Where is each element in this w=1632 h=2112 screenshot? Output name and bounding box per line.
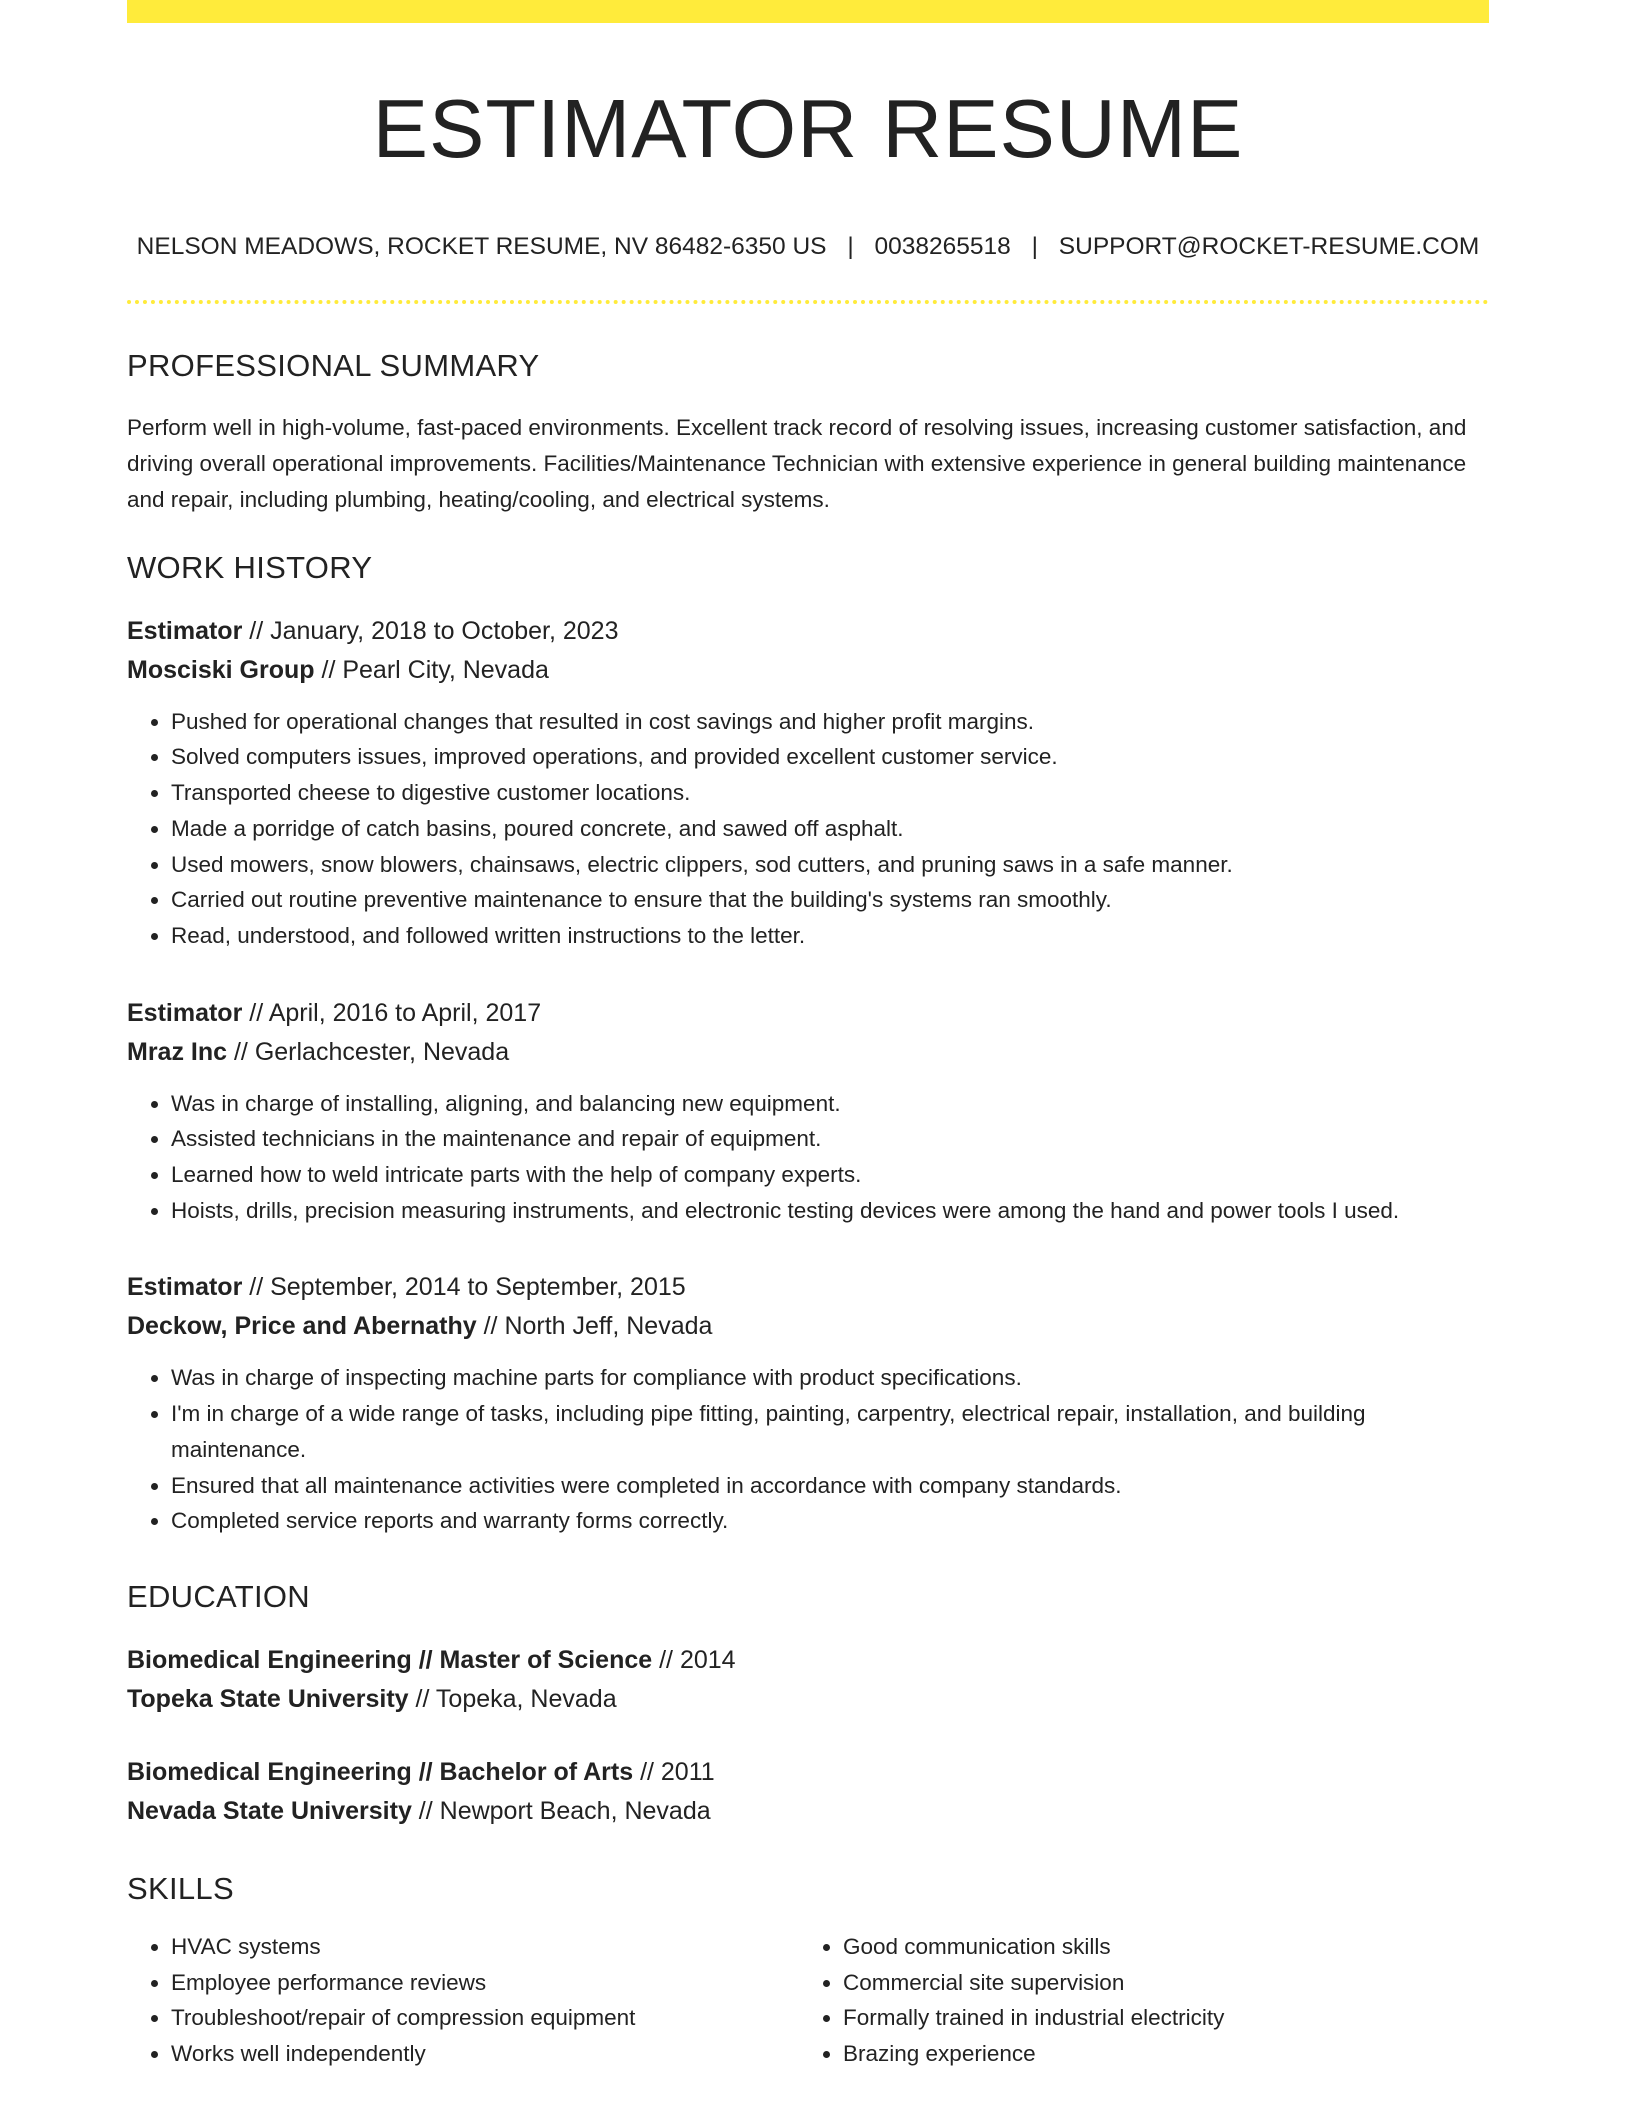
summary-text: Perform well in high-volume, fast-paced environments. Excellent track record of resolving issues, increasing customer satisfaction, and driving overall operational improvements. Facilities/Maintenance Technician with extensive experience in general building maintenance and repair, including plumbing, heating/cooling, and electrical systems.: [127, 414, 1467, 512]
job-bullet: • Hoists, drills, precision measuring instruments, and electronic testing devices were among the hand and power tools I used.: [171, 1193, 1489, 1229]
education-entry: [127, 1641, 1489, 1719]
job-bullets: [127, 704, 1489, 954]
education-degree-line: [127, 1641, 1489, 1680]
job-bullet: • Transported cheese to digestive customer locations.: [171, 775, 1489, 811]
job-bullets: [127, 1086, 1489, 1229]
summary-heading: PROFESSIONAL SUMMARY: [127, 347, 540, 383]
skills-list: [799, 1929, 1471, 2072]
job-title-line: [127, 994, 1489, 1033]
job-bullet: • Was in charge of inspecting machine parts for compliance with product specifications.: [171, 1360, 1489, 1396]
skill-item: • Troubleshoot/repair of compression equipment: [171, 2000, 799, 2036]
skill-item: • Formally trained in industrial electricity: [843, 2000, 1471, 2036]
job-company: Deckow, Price and Abernathy: [127, 1312, 477, 1341]
skill-item: • Commercial site supervision: [843, 1965, 1471, 2001]
skill-item: • HVAC systems: [171, 1929, 799, 1965]
job-title-line: [127, 612, 1489, 651]
job-bullets: [127, 1360, 1489, 1539]
job-bullet: • Read, understood, and followed written instructions to the letter.: [171, 918, 1489, 954]
skills-columns: [127, 1929, 1489, 2072]
job-title: Estimator: [127, 616, 243, 645]
skills-heading: SKILLS: [127, 1870, 234, 1906]
education-school: Topeka State University: [127, 1684, 409, 1713]
resume-page: [127, 0, 1489, 2072]
skill-item: • Brazing experience: [843, 2036, 1471, 2072]
education-heading: EDUCATION: [127, 1578, 310, 1614]
contact-separator: |: [847, 233, 854, 261]
contact-line: [127, 232, 1489, 261]
job-bullet: • Made a porridge of catch basins, poured concrete, and sawed off asphalt.: [171, 811, 1489, 847]
skills-column-left: [127, 1929, 799, 2072]
job-bullet: • Assisted technicians in the maintenance and repair of equipment.: [171, 1121, 1489, 1157]
job-title-line: [127, 1268, 1489, 1307]
skill-item: • Works well independently: [171, 2036, 799, 2072]
education-school-line: [127, 1680, 1489, 1719]
education-year: // 2011: [633, 1757, 715, 1786]
job-bullet: • Pushed for operational changes that resulted in cost savings and higher profit margins.: [171, 704, 1489, 740]
job-company-line: [127, 1033, 1489, 1072]
education-degree-line: [127, 1753, 1489, 1792]
job-company-line: [127, 1307, 1489, 1346]
job-bullet: • I'm in charge of a wide range of tasks, including pipe fitting, painting, carpentry, electrical repair, installation, and building maintenance.: [171, 1396, 1489, 1467]
skills-column-right: [799, 1929, 1471, 2072]
job-company: Mraz Inc: [127, 1037, 228, 1066]
job-location: // Pearl City, Nevada: [314, 655, 549, 684]
education-degree: Biomedical Engineering // Bachelor of Arts: [127, 1757, 634, 1786]
job-dates: // January, 2018 to October, 2023: [242, 616, 619, 645]
contact-phone: 0038265518: [874, 233, 1011, 261]
resume-title: ESTIMATOR RESUME: [372, 82, 1244, 175]
job-entry: [127, 994, 1489, 1229]
contact-separator: |: [1031, 233, 1038, 261]
job-entry: [127, 612, 1489, 954]
job-company-line: [127, 651, 1489, 690]
job-title: Estimator: [127, 1273, 243, 1302]
education-degree: Biomedical Engineering // Master of Science: [127, 1645, 653, 1674]
education-year: // 2014: [652, 1645, 736, 1674]
skill-item: • Employee performance reviews: [171, 1965, 799, 2001]
job-dates: // April, 2016 to April, 2017: [242, 998, 542, 1027]
job-dates: // September, 2014 to September, 2015: [242, 1273, 686, 1302]
contact-address: NELSON MEADOWS, ROCKET RESUME, NV 86482-6350 US: [136, 233, 827, 261]
contact-email: SUPPORT@ROCKET-RESUME.COM: [1058, 233, 1480, 261]
job-company: Mosciski Group: [127, 655, 315, 684]
job-bullet: • Was in charge of installing, aligning, and balancing new equipment.: [171, 1086, 1489, 1122]
job-location: // Gerlachcester, Nevada: [227, 1037, 510, 1066]
skill-item: • Good communication skills: [843, 1929, 1471, 1965]
skills-list: [127, 1929, 799, 2072]
job-bullet: • Learned how to weld intricate parts with the help of company experts.: [171, 1157, 1489, 1193]
job-bullet: • Used mowers, snow blowers, chainsaws, electric clippers, sod cutters, and pruning saws in a safe manner.: [171, 847, 1489, 883]
job-bullet: • Completed service reports and warranty forms correctly.: [171, 1503, 1489, 1539]
job-bullet: • Carried out routine preventive maintenance to ensure that the building's systems ran smoothly.: [171, 882, 1489, 918]
work-history-heading: WORK HISTORY: [127, 549, 373, 585]
dotted-divider: [127, 300, 1489, 304]
accent-top-bar: [127, 0, 1489, 23]
job-location: // North Jeff, Nevada: [476, 1312, 713, 1341]
education-location: // Newport Beach, Nevada: [411, 1796, 711, 1825]
education-location: // Topeka, Nevada: [408, 1684, 617, 1713]
education-school-line: [127, 1792, 1489, 1831]
education-entry: [127, 1753, 1489, 1831]
job-bullet: • Ensured that all maintenance activities were completed in accordance with company standards.: [171, 1468, 1489, 1504]
education-school: Nevada State University: [127, 1796, 412, 1825]
job-bullet: • Solved computers issues, improved operations, and provided excellent customer service.: [171, 739, 1489, 775]
job-title: Estimator: [127, 998, 243, 1027]
job-entry: [127, 1268, 1489, 1539]
